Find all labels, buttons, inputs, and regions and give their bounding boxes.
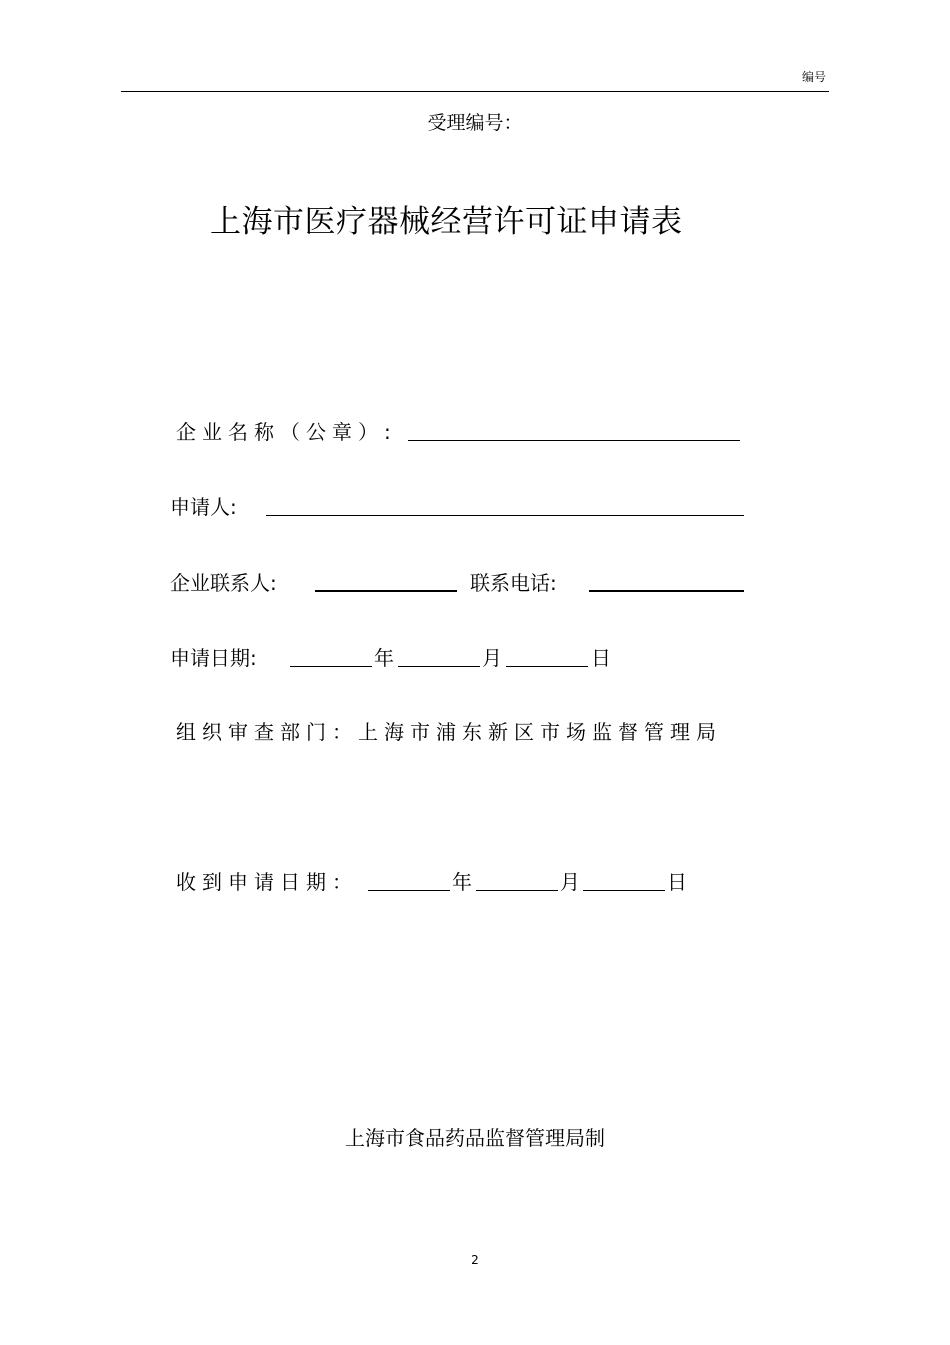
apply-day-unit: 日 [591, 646, 611, 670]
received-year-unit: 年 [452, 870, 472, 894]
issuer-footer: 上海市食品药品监督管理局制 [345, 1126, 605, 1150]
received-month-field[interactable] [476, 890, 558, 891]
header-divider [121, 91, 829, 92]
received-date-label: 收到申请日期： [176, 870, 358, 894]
received-year-field[interactable] [368, 890, 450, 891]
review-dept-row [176, 716, 722, 745]
header-label: 编号 [801, 70, 826, 84]
apply-date-label: 申请日期: [170, 646, 257, 670]
review-dept-label: 组织审查部门： [176, 720, 358, 744]
received-day-field[interactable] [583, 890, 665, 891]
company-name-row [176, 416, 397, 445]
document-title: 上海市医疗器械经营许可证申请表 [210, 204, 683, 240]
apply-month-unit: 月 [482, 646, 502, 670]
apply-year-field[interactable] [290, 666, 372, 667]
company-name-field[interactable] [408, 440, 740, 441]
review-dept-value: 上海市浦东新区市场监督管理局 [358, 720, 722, 744]
company-name-label: 企业名称（公章）: [176, 420, 397, 444]
apply-month-field[interactable] [398, 666, 480, 667]
apply-year-unit: 年 [374, 646, 394, 670]
page-number: 2 [471, 1253, 479, 1267]
received-day-unit: 日 [667, 870, 687, 894]
phone-field[interactable] [589, 590, 744, 592]
phone-label: 联系电话: [470, 571, 557, 595]
applicant-label: 申请人: [170, 495, 237, 519]
received-month-unit: 月 [560, 870, 580, 894]
apply-day-field[interactable] [506, 666, 588, 667]
applicant-field[interactable] [266, 515, 744, 516]
contact-field[interactable] [315, 590, 457, 592]
acceptance-number-label: 受理编号： [427, 112, 523, 134]
contact-label: 企业联系人: [170, 571, 277, 595]
